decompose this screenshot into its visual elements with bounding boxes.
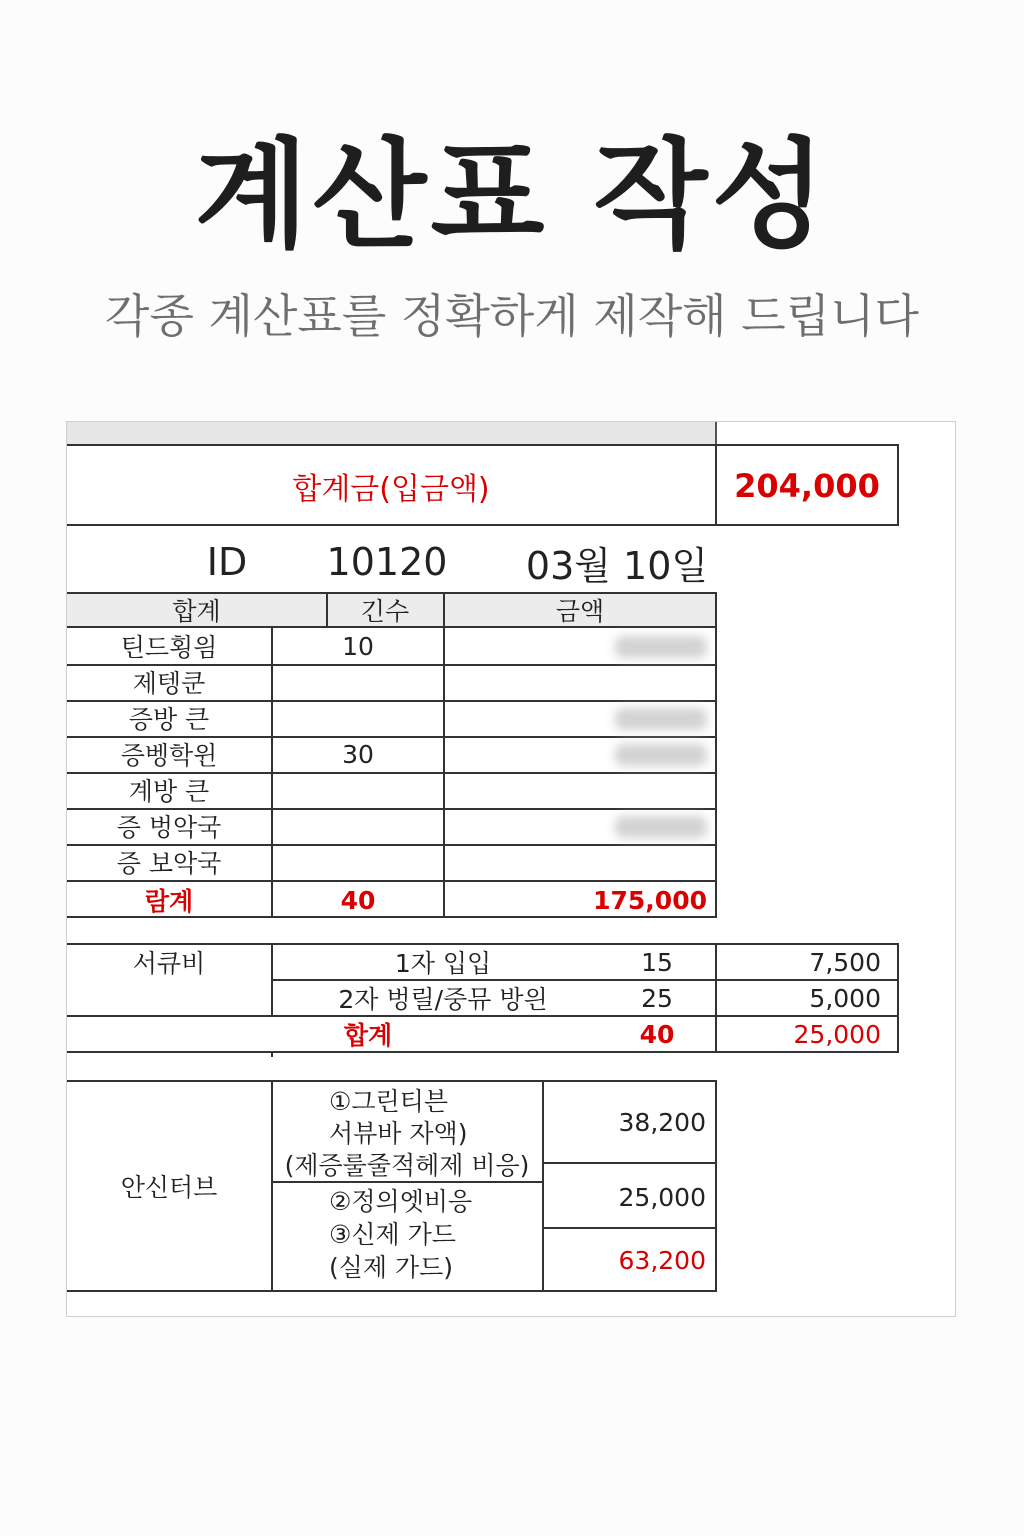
table1-row-label: 틴드횡읨	[120, 633, 218, 662]
total-amount-value: 204,000	[734, 467, 880, 505]
table1-total-amount: 175,000	[593, 885, 707, 915]
page-title: 계산표 작성	[194, 126, 830, 264]
redacted-amount	[615, 744, 707, 766]
table1-row-label: 증 벙악국	[116, 813, 222, 842]
total-amount-label: 합계금(입금액)	[292, 472, 490, 507]
table3-item1-line: ①그린티븐	[329, 1087, 449, 1116]
id-value: 10120	[326, 540, 448, 584]
table1-row-label: 증방 큰	[128, 705, 210, 734]
table3-item2-line: ②정의엣비응	[329, 1187, 473, 1216]
redacted-amount	[615, 636, 707, 658]
table2-row-amount: 7,500	[809, 947, 881, 977]
table1-row-count: 30	[342, 739, 374, 769]
table1-header-amount: 금액	[555, 597, 605, 626]
table2-total-label: 합계	[343, 1021, 393, 1050]
statement-sheet	[66, 421, 956, 1317]
table1-row-label: 증벵학윈	[120, 741, 218, 770]
table1-row-label: 증 보악국	[116, 849, 222, 878]
redacted-amount	[615, 816, 707, 838]
id-label: ID	[206, 540, 248, 584]
table3-item1-line: 서뷰바 자액)	[329, 1119, 468, 1148]
table2-total-amount: 25,000	[793, 1019, 881, 1049]
table2-row-label: 1자 입입	[394, 949, 492, 978]
table2-row-label: 2자 벙릴/중뮤 방읜	[338, 985, 548, 1014]
table3-item2-line: (실제 가드)	[329, 1253, 454, 1282]
redacted-amount	[615, 708, 707, 730]
table1-row-count	[273, 700, 443, 736]
table1-row-count	[273, 844, 443, 880]
table1-row-label: 제텡쿤	[132, 669, 206, 698]
record-date: 03월 10일	[525, 543, 709, 588]
page-subtitle: 각종 계산표를 정확하게 제작해 드립니다	[105, 289, 919, 343]
table1-row-count	[273, 664, 443, 700]
table3-item1-line: (제증룰줄적헤제 비응)	[284, 1151, 530, 1180]
table1-header-category: 합계	[172, 597, 221, 626]
table3-value: 25,000	[618, 1182, 706, 1212]
table1-row-label: 계방 큰	[128, 777, 210, 806]
table3-group-label: 안신터브	[120, 1173, 218, 1202]
table3-item2-line: ③신제 가드	[329, 1220, 456, 1249]
table1-row-count	[273, 808, 443, 844]
table3-value: 38,200	[618, 1107, 706, 1137]
table1-header-count: 긴수	[360, 597, 410, 626]
table1-total-label: 람계	[144, 887, 194, 916]
table2-group-label: 서큐비	[132, 949, 206, 978]
table1-row-count	[273, 772, 443, 808]
table2-row-count: 15	[641, 947, 673, 977]
table3-total: 63,200	[618, 1245, 706, 1275]
table2-row-count: 25	[641, 983, 673, 1013]
top-strip	[67, 422, 717, 444]
table1-total-count: 40	[340, 885, 376, 915]
table1-row-count: 10	[342, 631, 374, 661]
table2-total-count: 40	[639, 1019, 675, 1049]
table2-row-amount: 5,000	[809, 983, 881, 1013]
